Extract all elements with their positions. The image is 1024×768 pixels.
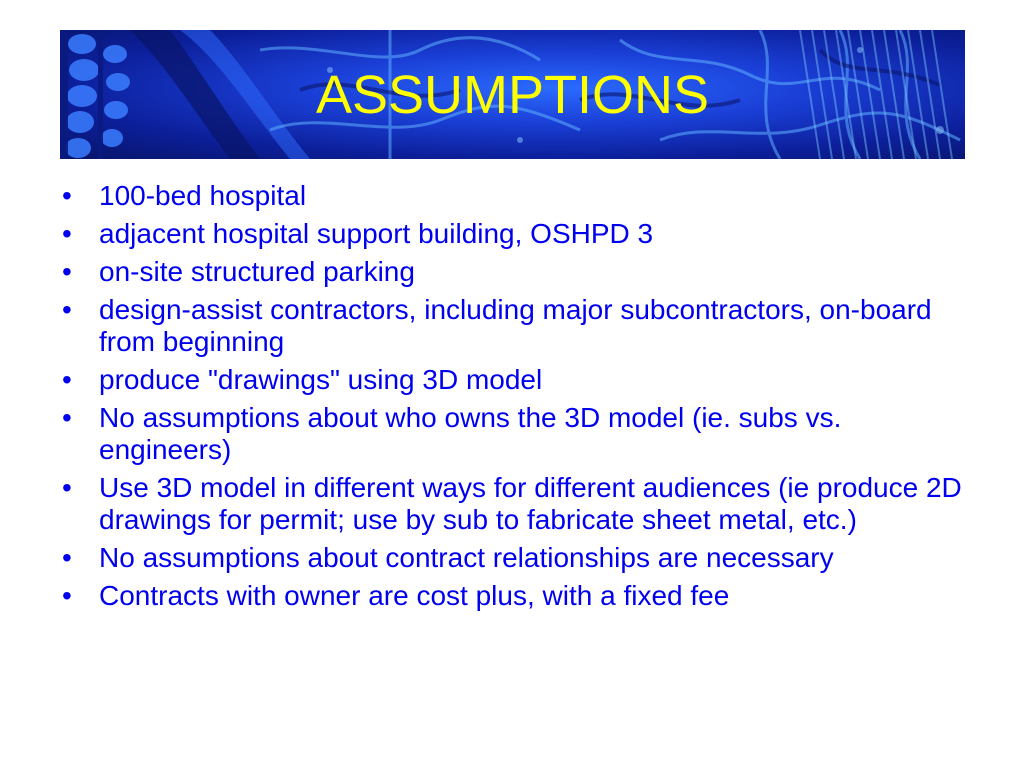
list-item xyxy=(62,402,972,466)
list-item xyxy=(62,472,972,536)
list-item xyxy=(62,542,972,574)
list-item xyxy=(62,256,972,288)
list-item xyxy=(62,294,972,358)
bullet-text: Use 3D model in different ways for different audiences (ie produce 2D drawings for permit; use by sub to fabricate sheet metal, etc.) xyxy=(99,472,962,535)
bullet-icon: • xyxy=(62,256,72,287)
bullet-icon: • xyxy=(62,364,72,395)
bullet-text: design-assist contractors, including major subcontractors, on-board from beginning xyxy=(99,294,932,357)
bullet-text: 100-bed hospital xyxy=(99,180,307,211)
bullet-icon: • xyxy=(62,542,72,573)
bullet-icon: • xyxy=(62,180,72,211)
bullet-icon: • xyxy=(62,218,72,249)
list-item xyxy=(62,364,972,396)
list-item xyxy=(62,580,972,612)
slide-title: ASSUMPTIONS xyxy=(315,64,710,125)
bullet-list xyxy=(62,180,972,618)
bullet-icon: • xyxy=(62,402,72,433)
list-item xyxy=(62,180,972,212)
bullet-text: on-site structured parking xyxy=(99,256,415,287)
bullet-icon: • xyxy=(62,294,72,325)
bullet-text: adjacent hospital support building, OSHPD 3 xyxy=(99,218,654,249)
bullet-text: No assumptions about contract relationships are necessary xyxy=(99,542,834,573)
bullet-icon: • xyxy=(62,580,72,611)
bullet-text: produce "drawings" using 3D model xyxy=(99,364,543,395)
bullet-icon: • xyxy=(62,472,72,503)
title-banner xyxy=(60,30,965,159)
list-item xyxy=(62,218,972,250)
bullet-text: Contracts with owner are cost plus, with a fixed fee xyxy=(99,580,730,611)
bullet-text: No assumptions about who owns the 3D model (ie. subs vs. engineers) xyxy=(99,402,842,465)
